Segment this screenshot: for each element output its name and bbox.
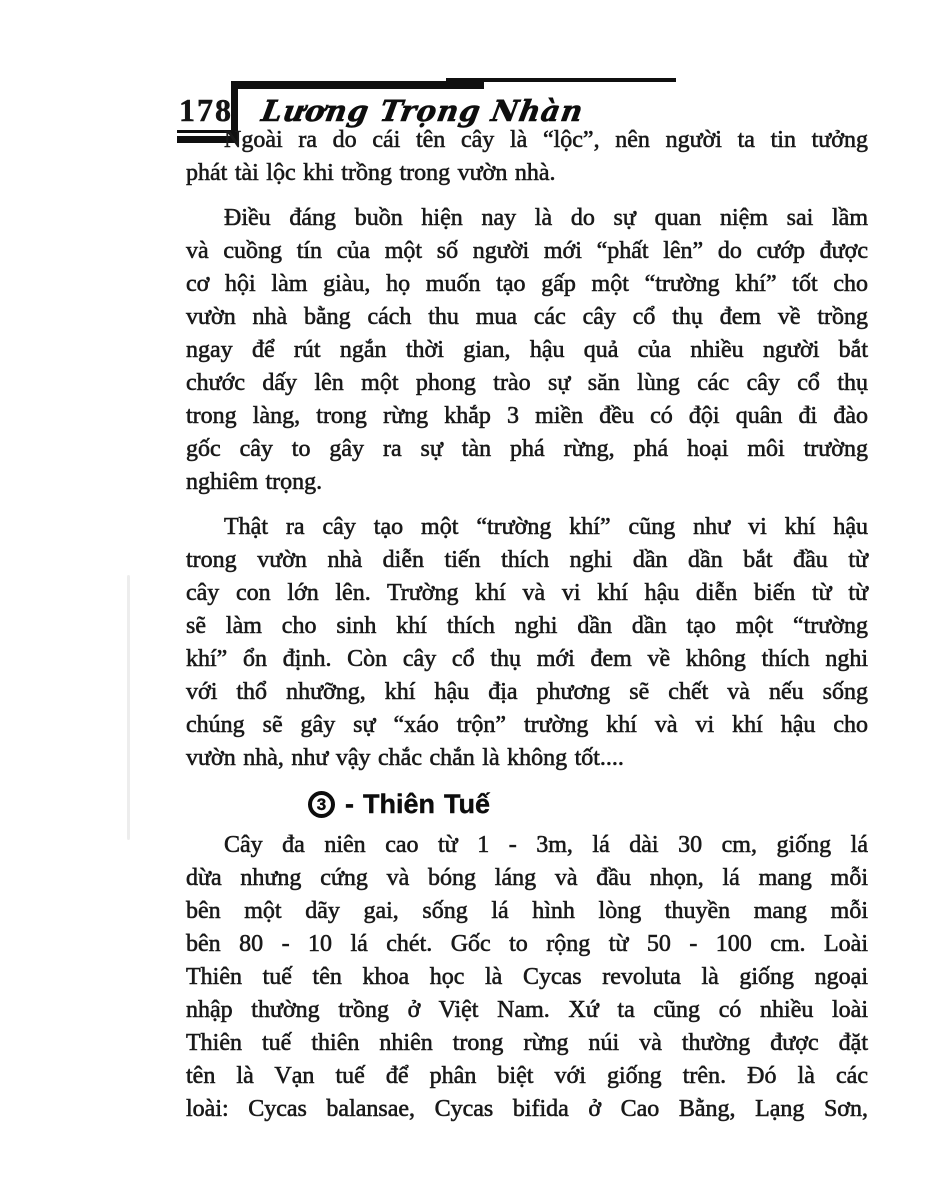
text-line: nghiêm trọng. — [186, 469, 323, 495]
paragraph — [186, 202, 868, 499]
text-line: khí” ổn định. Còn cây cổ thụ mới đem về không thích nghi — [186, 646, 868, 672]
text-line: bên 80 - 10 lá chét. Gốc to rộng từ 50 - 100 cm. Loài — [186, 931, 868, 957]
header-rule-top — [236, 81, 484, 89]
text-line: vườn nhà, như vậy chắc chắn là không tốt.... — [186, 745, 624, 771]
text-line: dừa nhưng cứng và bóng láng và đầu nhọn, lá mang mỗi — [186, 865, 868, 891]
text-line: Ngoài ra do cái tên cây là “lộc”, nên người ta tin tưởng — [224, 127, 868, 153]
text-line: trong làng, trong rừng khắp 3 miền đều có đội quân đi đào — [186, 403, 868, 429]
text-line: cơ hội làm giàu, họ muốn tạo gấp một “trường khí” tốt cho — [186, 271, 868, 297]
paragraph — [186, 511, 868, 775]
text-line: Thật ra cây tạo một “trường khí” cũng như vi khí hậu — [224, 514, 868, 540]
text-line: phát tài lộc khi trồng trong vườn nhà. — [186, 160, 556, 186]
section-heading-label: - Thiên Tuế — [345, 789, 490, 819]
text-line: ngay để rút ngắn thời gian, hậu quả của nhiều người bắt — [186, 337, 868, 363]
body-text — [186, 124, 868, 1138]
text-line: bên một dãy gai, sống lá hình lòng thuyền mang mỗi — [186, 898, 868, 924]
text-line: Điều đáng buồn hiện nay là do sự quan niệm sai lầm — [224, 205, 868, 231]
text-line: chước dấy lên một phong trào sự săn lùng các cây cổ thụ — [186, 370, 868, 396]
scan-artifact — [127, 575, 130, 840]
text-line: cây con lớn lên. Trường khí và vi khí hậu diễn biến từ từ — [186, 580, 868, 606]
text-line: Thiên tuế tên khoa học là Cycas revoluta là giống ngoại — [186, 964, 868, 990]
text-line: sẽ làm cho sinh khí thích nghi dần dần tạo một “trường — [186, 613, 868, 639]
section-heading — [308, 787, 868, 821]
paragraph — [186, 829, 868, 1126]
text-line: vườn nhà bằng cách thu mua các cây cổ thụ đem về trồng — [186, 304, 868, 330]
paragraph — [186, 124, 868, 190]
text-line: trong vườn nhà diễn tiến thích nghi dần dần bắt đầu từ — [186, 547, 868, 573]
text-line: chúng sẽ gây sự “xáo trộn” trường khí và vi khí hậu cho — [186, 712, 868, 738]
text-line: tên là Vạn tuế để phân biệt với giống trên. Đó là các — [186, 1063, 868, 1089]
text-line: Cây đa niên cao từ 1 - 3m, lá dài 30 cm, giống lá — [224, 832, 868, 858]
text-line: với thổ nhưỡng, khí hậu địa phương sẽ chết và nếu sống — [186, 679, 868, 705]
author-name: Lương Trọng Nhàn — [259, 94, 587, 128]
text-line: loài: Cycas balansae, Cycas bifida ở Cao Bằng, Lạng Sơn, — [186, 1096, 868, 1122]
text-line: gốc cây to gây ra sự tàn phá rừng, phá hoại môi trường — [186, 436, 868, 462]
section-number-icon: 3 — [308, 791, 335, 818]
text-line: Thiên tuế thiên nhiên trong rừng núi và thường được đặt — [186, 1030, 868, 1056]
text-line: nhập thường trồng ở Việt Nam. Xứ ta cũng có nhiều loài — [186, 997, 868, 1023]
page-number: 178 — [179, 92, 233, 128]
text-line: và cuồng tín của một số người mới “phất lên” do cướp được — [186, 238, 868, 264]
